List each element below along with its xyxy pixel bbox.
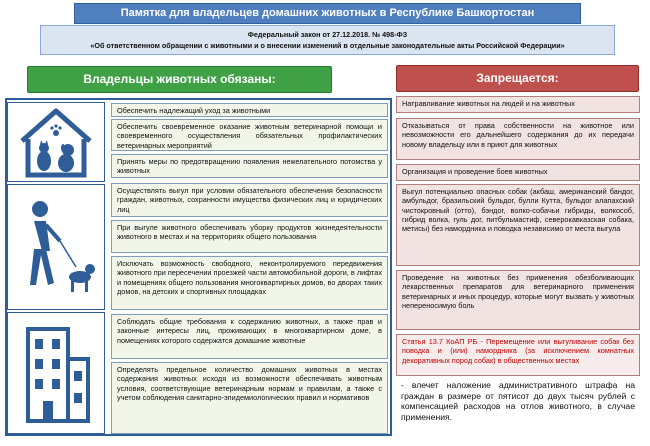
icon-cell-walking — [7, 184, 105, 310]
law-reference — [40, 25, 615, 55]
obligation-item: Принять меры по предотвращению появления нежелательного потомства у животных — [111, 154, 388, 178]
prohibition-item: Проведение на животных без применения обезболивающих лекарственных препаратов для ветеринарного применения ветеринарных и иных процедур, которые могут вызвать у животных непереносимую боль — [396, 270, 640, 330]
apartment-building-icon — [8, 313, 104, 433]
fine-notice: - влечет наложение административного штрафа на граждан в размере от пятисот до двух тысяч рублей с компенсацией расходов на отлов животного, в случае применения. — [396, 378, 640, 438]
obligation-item: Обеспечить своевременное оказание животным ветеринарной помощи и своевременного осуществления обязательных профилактических ветеринарных мероприятий — [111, 119, 388, 151]
prohibition-item: Выгул потенциально опасных собак (акбаш, американский бандог, амбульдог, бразильский бульдог, булли Кутта, бульдог алапахский чистокровный (отто), бэндог, волко-собачьи гибриды, волкособ, гибрид волка, гуль дог, питбульмастиф, северокавказская собака, метисы) без намордника и поводка независимо от места выгула — [396, 184, 640, 266]
obligation-item: При выгуле животного обеспечивать уборку продуктов жизнедеятельности животного в местах и на территориях общего пользования — [111, 220, 388, 253]
dog-walking-icon — [8, 185, 104, 309]
owners-obliged-heading: Владельцы животных обязаны: — [27, 66, 332, 93]
koap-article: Статья 13.7 КоАП РБ - Перемещение или выгуливание собак без поводка и (или) намордника (за исключением комнатных декоративных пород собак) в общественных местах — [396, 334, 640, 376]
prohibition-item: Организация и проведение боев животных — [396, 164, 640, 181]
icon-cell-care — [7, 102, 105, 182]
prohibition-item: Отказываться от права собственности на животное или невозможности его дальнейшего содержания до их передачи новому владельцу или в приют для животных — [396, 118, 640, 160]
obligation-item: Осуществлять выгул при условии обязательного обеспечения безопасности граждан, животных, сохранности имущества физических лиц и юридических лиц — [111, 183, 388, 217]
law-name: «Об ответственном обращении с животными и о внесении изменений в отдельные законодательные акты Российской Федерации» — [90, 41, 565, 50]
icon-cell-building — [7, 312, 105, 434]
prohibition-item: Натравливание животных на людей и на животных — [396, 96, 640, 113]
obligation-item: Исключать возможность свободного, неконтролируемого передвижения животного при пересечении проезжей части автомобильной дороги, в лифтах и помещениях общего пользования многоквартирных домов, во дворах таких домов, на детских и спортивных площадках — [111, 256, 388, 310]
law-number: Федеральный закон от 27.12.2018. № 498-ФЗ — [247, 30, 408, 39]
page-title: Памятка для владельцев домашних животных в Республике Башкортостан — [74, 3, 581, 24]
obligation-item: Определять предельное количество домашних животных в местах содержания животных исходя из возможности обеспечивать животным условия, соответствующие ветеринарным нормам и правилам, а также с учетом соблюдения санитарно-эпидемиологических правил и нормативов — [111, 362, 388, 434]
obligation-item: Соблюдать общие требования к содержанию животных, а также прав и законные интересы лиц, проживающих в многоквартирном доме, в помещениях которого содержатся домашние животные — [111, 314, 388, 359]
pets-house-icon — [8, 103, 104, 181]
prohibited-heading: Запрещается: — [396, 65, 639, 92]
obligation-item: Обеспечить надлежащий уход за животными — [111, 103, 388, 117]
